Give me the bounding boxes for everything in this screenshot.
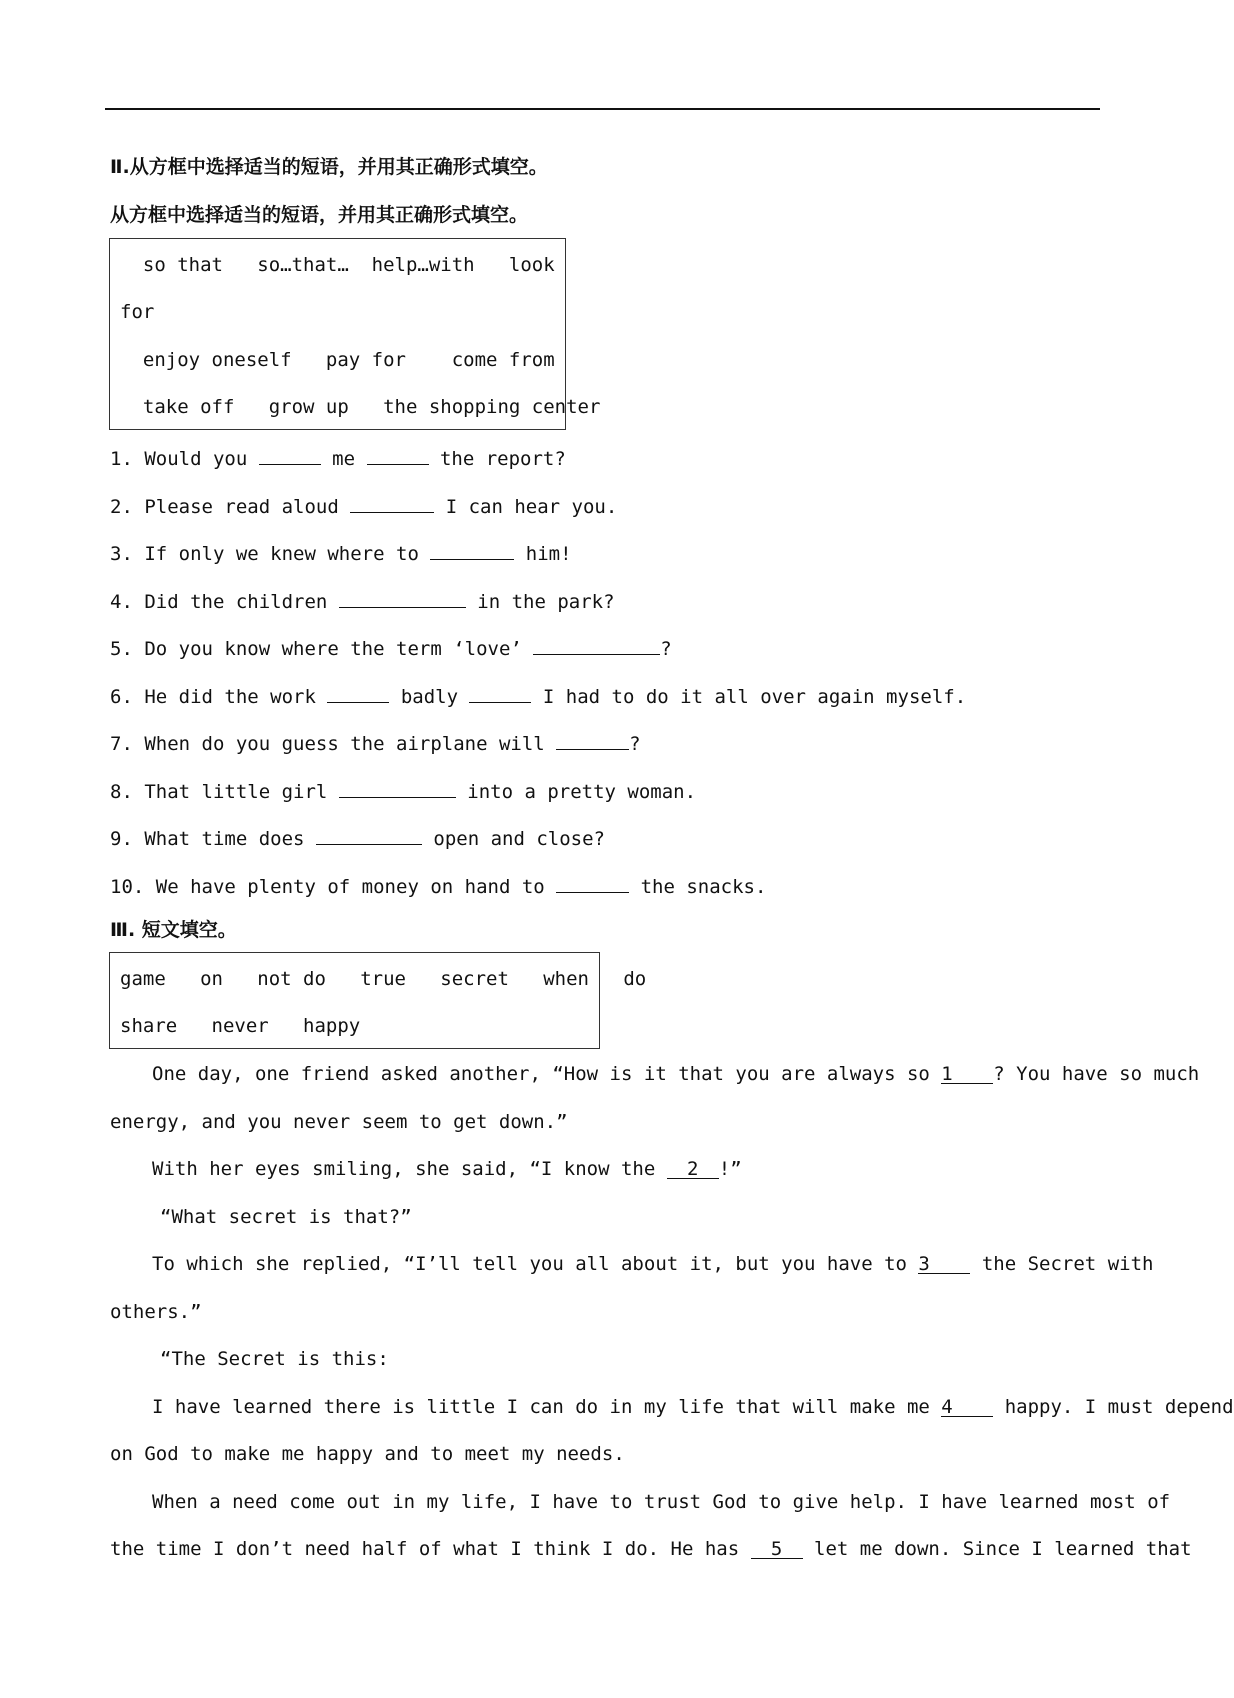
passage-line: on God to make me happy and to meet my needs. [110, 1443, 625, 1465]
answer-blank-3[interactable]: 3 [918, 1252, 970, 1274]
exercise-item: 4. Did the children in the park? [110, 586, 615, 614]
answer-blank-2[interactable]: 2 [667, 1157, 719, 1179]
answer-blank-5[interactable]: 5 [751, 1537, 803, 1559]
exercise-item: 6. He did the work badly I had to do it all over again myself. [110, 681, 966, 709]
answer-blank[interactable] [339, 586, 466, 608]
answer-blank[interactable] [469, 681, 531, 703]
answer-blank[interactable] [327, 681, 389, 703]
header-rule [105, 108, 1100, 110]
item-number: 5. [110, 638, 133, 660]
exercise-item: 1. Would you me the report? [110, 443, 566, 471]
phrase-box-line: for [120, 301, 155, 323]
exercise-item: 8. That little girl into a pretty woman. [110, 776, 696, 804]
passage-line: energy, and you never seem to get down.” [110, 1111, 568, 1133]
item-number: 3. [110, 543, 133, 565]
answer-blank-1[interactable]: 1 [941, 1062, 993, 1084]
item-number: 7. [110, 733, 133, 755]
passage-line: others.” [110, 1301, 202, 1323]
item-number: 2. [110, 496, 133, 518]
exercise-item: 2. Please read aloud I can hear you. [110, 491, 617, 519]
word-box-line: game on not do true secret when do [120, 968, 647, 990]
section-3-title: Ⅲ. 短文填空。 [110, 919, 237, 941]
phrase-box-line: take off grow up the shopping center [120, 396, 601, 418]
section-2-title: Ⅱ.从方框中选择适当的短语，并用其正确形式填空。 [110, 156, 548, 178]
word-box-line: share never happy [120, 1015, 361, 1037]
answer-blank[interactable] [556, 871, 629, 893]
exercise-item: 9. What time does open and close? [110, 823, 605, 851]
answer-blank[interactable] [430, 538, 514, 560]
passage-line: the time I don’t need half of what I think I do. He has 5 let me down. Since I learned that [110, 1538, 1192, 1560]
answer-blank[interactable] [533, 633, 660, 655]
item-number: 8. [110, 781, 133, 803]
answer-blank-4[interactable]: 4 [941, 1395, 993, 1417]
phrase-box-line: so that so…that… help…with look [120, 254, 555, 276]
exercise-item: 5. Do you know where the term ‘love’ ? [110, 633, 672, 661]
answer-blank[interactable] [350, 491, 434, 513]
phrase-box [109, 238, 601, 430]
passage-line: “What secret is that?” [160, 1206, 412, 1228]
word-box [109, 952, 647, 1049]
passage-line: “The Secret is this: [160, 1348, 389, 1370]
item-number: 4. [110, 591, 133, 613]
answer-blank[interactable] [556, 728, 629, 750]
passage-line: With her eyes smiling, she said, “I know the 2 !” [152, 1158, 742, 1180]
answer-blank[interactable] [259, 443, 321, 465]
exercise-item: 3. If only we knew where to him! [110, 538, 572, 566]
passage-line: I have learned there is little I can do in my life that will make me 4 happy. I must depend [152, 1396, 1234, 1418]
answer-blank[interactable] [367, 443, 429, 465]
section-2-subtitle: 从方框中选择适当的短语，并用其正确形式填空。 [110, 204, 529, 226]
exercise-item: 7. When do you guess the airplane will ? [110, 728, 641, 756]
phrase-box-line: enjoy oneself pay for come from [120, 349, 555, 371]
answer-blank[interactable] [316, 823, 422, 845]
item-number: 10. [110, 876, 145, 898]
item-number: 9. [110, 828, 133, 850]
exercise-item: 10. We have plenty of money on hand to the snacks. [110, 871, 766, 899]
passage-line: One day, one friend asked another, “How is it that you are always so 1 ? You have so much [152, 1063, 1200, 1085]
passage-line: When a need come out in my life, I have to trust God to give help. I have learned most of [152, 1491, 1171, 1513]
item-number: 6. [110, 686, 133, 708]
answer-blank[interactable] [339, 776, 456, 798]
passage-line: To which she replied, “I’ll tell you all about it, but you have to 3 the Secret with [152, 1253, 1154, 1275]
item-number: 1. [110, 448, 133, 470]
